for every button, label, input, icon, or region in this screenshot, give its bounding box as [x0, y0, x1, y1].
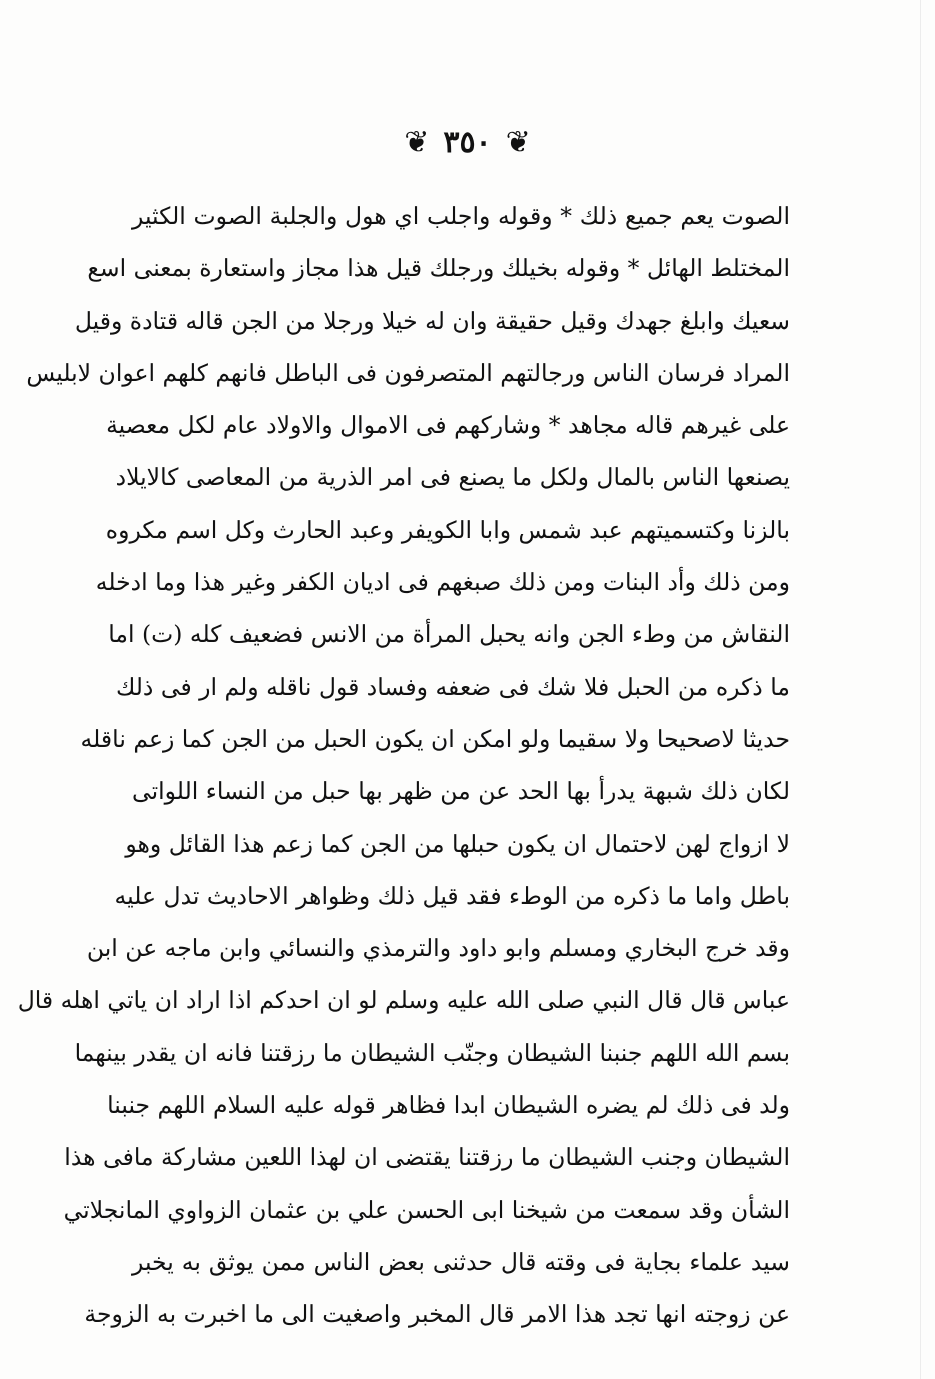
text-line: الشيطان وجنب الشيطان ما رزقتنا يقتضى ان لهذا اللعين مشاركة مافى هذا — [64, 1143, 790, 1172]
text-line: ولد فى ذلك لم يضره الشيطان ابدا فظاهر قوله عليه السلام اللهم جنبنا — [107, 1091, 790, 1120]
ornament-left-icon: ❦ — [404, 125, 430, 160]
text-line: حديثا لاصحيحا ولا سقيما ولو امكن ان يكون الحبل من الجن كما زعم ناقله — [80, 724, 790, 753]
text-line: لا ازواج لهن لاحتمال ان يكون حبلها من الجن كما زعم هذا القائل وهو — [125, 829, 790, 858]
text-line: عن زوجته انها تجد هذا الامر قال المخبر واصغيت الى ما اخبرت به الزوجة — [84, 1300, 790, 1329]
text-line: المراد فرسان الناس ورجالتهم المتصرفون فى الباطل فانهم كلهم اعوان لابليس — [26, 358, 790, 387]
text-line: عباس قال قال النبي صلى الله عليه وسلم لو ان احدكم اذا اراد ان ياتي اهله قال — [17, 986, 790, 1015]
text-line: على غيرهم قاله مجاهد * وشاركهم فى الاموال والاولاد عام لكل معصية — [106, 411, 790, 440]
text-line: لكان ذلك شبهة يدرأ بها الحد عن من ظهر بها حبل من النساء اللواتى — [132, 777, 790, 806]
ornament-right-icon: ❦ — [505, 125, 531, 160]
text-line: ما ذكره من الحبل فلا شك فى ضعفه وفساد قول ناقله ولم ار فى ذلك — [115, 672, 790, 701]
text-line: الشأن وقد سمعت من شيخنا ابى الحسن علي بن عثمان الزواوي المانجلاتي — [63, 1195, 790, 1224]
page-number: ٣٥٠ — [443, 125, 492, 160]
text-line: ومن ذلك وأد البنات ومن ذلك صبغهم فى اديان الكفر وغير هذا وما ادخله — [95, 568, 790, 597]
text-line: الصوت يعم جميع ذلك * وقوله واجلب اي هول والجلبة الصوت الكثير — [132, 202, 790, 230]
text-line: النقاش من وطء الجن وانه يحبل المرأة من الانس فضعيف كله (ت) اما — [108, 620, 790, 649]
text-line: المختلط الهائل * وقوله بخيلك ورجلك قيل هذا مجاز واستعارة بمعنى اسع — [87, 254, 790, 283]
text-line: وقد خرج البخاري ومسلم وابو داود والترمذي والنسائي وابن ماجه عن ابن — [86, 934, 790, 963]
text-line: يصنعها الناس بالمال ولكل ما يصنع فى امر الذرية من المعاصى كالايلاد — [115, 463, 790, 492]
text-line: سعيك وابلغ جهدك وقيل حقيقة وان له خيلا ورجلا من الجن قاله قتادة وقيل — [74, 306, 790, 335]
page-header — [0, 125, 935, 160]
text-line: باطل واما ما ذكره من الوطء فقد قيل ذلك وظواهر الاحاديث تدل عليه — [114, 881, 790, 910]
text-line: بالزنا وكتسميتهم عبد شمس وابا الكويفر وعبد الحارث وكل اسم مكروه — [105, 515, 790, 544]
text-line: سيد علماء بجاية فى وقته قال حدثنى بعض الناس ممن يوثق به يخبر — [132, 1247, 790, 1276]
text-line: بسم الله اللهم جنبنا الشيطان وجنّب الشيطان ما رزقتنا فانه ان يقدر بينهما — [74, 1038, 790, 1067]
body-text — [17, 190, 790, 1341]
page-edge-line — [920, 0, 921, 1379]
